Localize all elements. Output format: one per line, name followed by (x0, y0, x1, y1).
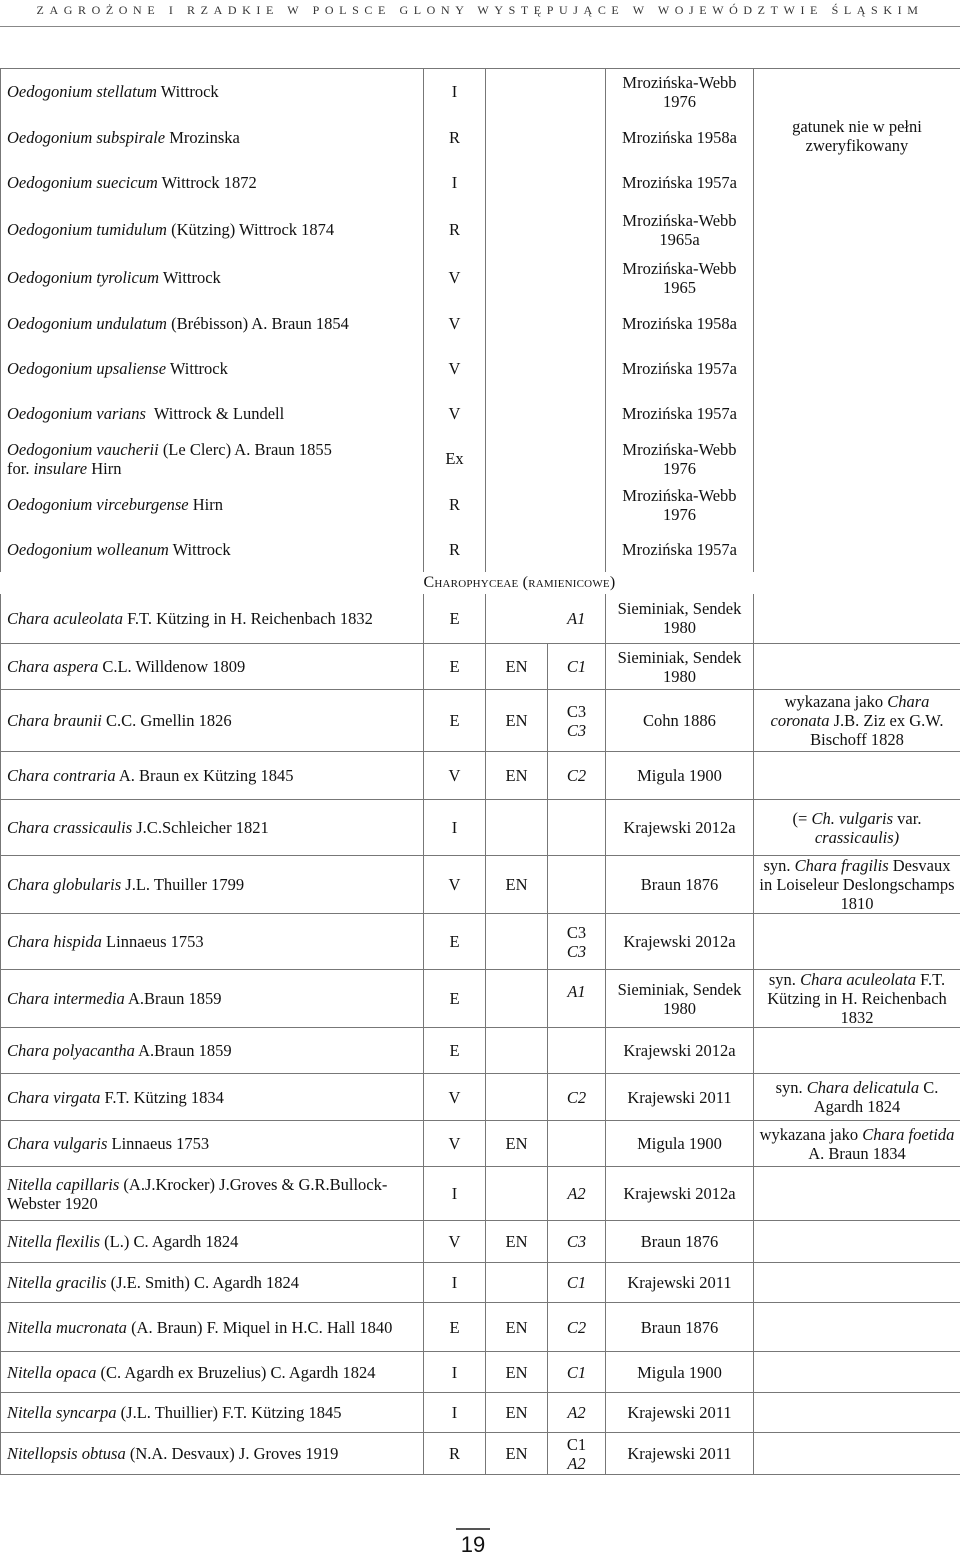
source: Braun 1876 (606, 1303, 754, 1352)
category: R (424, 482, 486, 528)
species-name: Chara braunii (7, 711, 102, 730)
source: Krajewski 2011 (606, 1433, 754, 1475)
category: V (424, 856, 486, 914)
category: V (424, 301, 486, 346)
table-row (1, 1352, 960, 1393)
table-row (1, 644, 960, 690)
page-number: 19 (456, 1528, 490, 1560)
source: Mrozińska-Webb 1965a (606, 205, 754, 255)
species-name: Chara polyacantha (7, 1041, 135, 1060)
criteria: C3 (566, 922, 587, 942)
species-author: (C. Agardh ex Bruzelius) C. Agardh 1824 (96, 1362, 376, 1382)
criteria: A2 (567, 1453, 586, 1473)
table-row (1, 1221, 960, 1263)
category: I (424, 1393, 486, 1433)
species-name: Oedogonium stellatum (7, 82, 157, 102)
category: V (424, 1074, 486, 1121)
species-author: (N.A. Desvaux) J. Groves 1919 (125, 1444, 339, 1463)
species-name: Chara crassicaulis (7, 818, 133, 837)
criteria: C1 (566, 657, 587, 676)
note: syn. Chara fragilis Desvaux in Loiseleur Deslongschamps 1810 (754, 856, 960, 914)
species-author: (Le Clerc) A. Braun 1855 (158, 439, 332, 459)
note: syn. Chara delicatula C. Agardh 1824 (754, 1074, 960, 1121)
criteria: A1 (567, 608, 586, 628)
species-author: C.L. Willdenow 1809 (98, 657, 246, 676)
source: Braun 1876 (606, 856, 754, 914)
source: Krajewski 2012a (606, 1167, 754, 1221)
form-name: insulare (33, 458, 88, 478)
table-row (1, 1167, 960, 1221)
table-row (1, 690, 960, 752)
species-name: Oedogonium subspirale (7, 127, 166, 147)
table-row (1, 528, 960, 572)
table-row (1, 856, 960, 914)
criteria: C3 (566, 720, 587, 740)
source: Migula 1900 (606, 752, 754, 800)
species-author: Wittrock (166, 358, 228, 378)
source: Mrozińska-Webb 1976 (606, 436, 754, 482)
source: Sieminiak, Sendek 1980 (606, 594, 754, 644)
species-author: J.C.Schleicher 1821 (132, 818, 269, 837)
source: Cohn 1886 (606, 690, 754, 752)
category: I (424, 160, 486, 205)
source: Sieminiak, Sendek 1980 (606, 970, 754, 1028)
species-author: (J.E. Smith) C. Agardh 1824 (106, 1273, 299, 1292)
criteria: C3 (566, 1232, 587, 1251)
species-name: Oedogonium undulatum (7, 313, 167, 333)
category: E (424, 970, 486, 1028)
category: I (424, 800, 486, 856)
source: Migula 1900 (606, 1121, 754, 1167)
species-name: Nitella gracilis (7, 1273, 107, 1292)
form-prefix: for. (7, 458, 34, 478)
criteria: C2 (566, 1087, 587, 1107)
source: Krajewski 2012a (606, 914, 754, 970)
source: Krajewski 2011 (606, 1074, 754, 1121)
species-author: Wittrock (168, 540, 231, 559)
species-name: Oedogonium wolleanum (7, 540, 169, 559)
table-row (1, 346, 960, 391)
category: V (424, 752, 486, 800)
source: Mrozińska-Webb 1976 (606, 482, 754, 528)
species-author: A.Braun 1859 (124, 989, 222, 1008)
criteria: A2 (567, 1403, 586, 1422)
species-author: Hirn (188, 495, 223, 514)
species-author: (Kützing) Wittrock 1874 (166, 220, 335, 239)
species-author: Wittrock (159, 268, 221, 287)
table-row (1, 1121, 960, 1167)
status: EN (486, 752, 548, 800)
species-name: Chara hispida (7, 932, 102, 951)
species-name: Nitella opaca (7, 1362, 97, 1382)
species-name: Oedogonium tumidulum (7, 220, 167, 239)
species-author: Wittrock (156, 82, 219, 102)
criteria: C1 (566, 1434, 587, 1454)
note: wykazana jako Chara foetida A. Braun 1834 (754, 1121, 960, 1167)
category: I (424, 69, 486, 115)
species-name: Chara aspera (7, 657, 99, 676)
criteria: C3 (566, 701, 587, 721)
category: R (424, 1433, 486, 1475)
category: E (424, 690, 486, 752)
species-author: F.T. Kützing 1834 (100, 1087, 224, 1107)
criteria: C3 (566, 941, 587, 961)
table-row (1, 1393, 960, 1433)
category: E (424, 1028, 486, 1074)
section-header: Charophyceae (ramienicowe) (423, 574, 616, 591)
species-author: C.C. Gmellin 1826 (101, 711, 232, 730)
species-name: Nitella flexilis (7, 1232, 101, 1251)
table-row (1, 482, 960, 528)
species-author: (Brébisson) A. Braun 1854 (166, 313, 349, 333)
source: Mrozińska 1957a (606, 528, 754, 572)
source: Migula 1900 (606, 1352, 754, 1393)
table-row (1, 301, 960, 346)
note: (= Ch. vulgaris var. crassicaulis) (754, 800, 960, 856)
status: EN (486, 856, 548, 914)
note: wykazana jako Chara coronata J.B. Ziz ex G.W. Bischoff 1828 (754, 690, 960, 752)
species-name: Nitella mucronata (7, 1317, 127, 1337)
table-row (1, 572, 960, 594)
species-name: Nitellopsis obtusa (7, 1444, 126, 1463)
source: Braun 1876 (606, 1221, 754, 1263)
source: Krajewski 2011 (606, 1263, 754, 1303)
form-author: Hirn (87, 458, 122, 478)
criteria: C2 (566, 1317, 587, 1337)
species-name: Nitella syncarpa (7, 1403, 117, 1422)
species-author: A. Braun ex Kützing 1845 (115, 766, 294, 785)
category: I (424, 1263, 486, 1303)
species-author: Wittrock & Lundell (145, 403, 285, 423)
category: Ex (424, 436, 486, 482)
criteria: C2 (566, 766, 587, 785)
category: V (424, 1121, 486, 1167)
source: Mrozińska 1958a (606, 301, 754, 346)
species-name: Chara virgata (7, 1087, 101, 1107)
species-name: Chara intermedia (7, 989, 125, 1008)
table-row (1, 914, 960, 970)
table-row (1, 752, 960, 800)
category: E (424, 1303, 486, 1352)
status: EN (486, 1121, 548, 1167)
species-name: Nitella capillaris (7, 1174, 120, 1194)
species-author: Linnaeus 1753 (101, 932, 204, 951)
table-row (1, 1263, 960, 1303)
status: EN (486, 1393, 548, 1433)
status: EN (486, 690, 548, 752)
table-row (1, 594, 960, 644)
species-author: (J.L. Thuillier) F.T. Kützing 1845 (116, 1403, 342, 1422)
source: Krajewski 2012a (606, 800, 754, 856)
table-row (1, 255, 960, 301)
species-author: (L.) C. Agardh 1824 (100, 1232, 239, 1251)
table-row (1, 391, 960, 436)
species-name: Oedogonium vaucherii (7, 439, 159, 459)
table-row (1, 436, 960, 482)
species-name: Oedogonium upsaliense (7, 358, 167, 378)
species-name: Chara globularis (7, 875, 122, 894)
header-rule (0, 26, 960, 27)
table-row (1, 205, 960, 255)
source: Krajewski 2011 (606, 1393, 754, 1433)
note: gatunek nie w pełni zweryfikowany (754, 69, 960, 205)
source: Mrozińska 1957a (606, 160, 754, 205)
category: I (424, 1167, 486, 1221)
table-row (1, 69, 960, 115)
status: EN (486, 644, 548, 690)
category: V (424, 346, 486, 391)
criteria: C1 (566, 1362, 587, 1382)
category: V (424, 255, 486, 301)
species-name: Oedogonium suecicum (7, 172, 158, 192)
table-row (1, 1074, 960, 1121)
status: EN (486, 1303, 548, 1352)
category: R (424, 205, 486, 255)
table-row (1, 800, 960, 856)
criteria: C1 (566, 1273, 587, 1292)
criteria: A1 (567, 982, 586, 1001)
category: R (424, 528, 486, 572)
species-name: Oedogonium virceburgense (7, 495, 189, 514)
status: EN (486, 1221, 548, 1263)
species-author: Mrozinska (165, 127, 240, 147)
table-row (1, 1303, 960, 1352)
species-name: Chara contraria (7, 766, 116, 785)
species-name: Chara aculeolata (7, 608, 123, 628)
source: Mrozińska-Webb 1976 (606, 69, 754, 115)
category: E (424, 594, 486, 644)
species-table (0, 68, 960, 1475)
running-header: ZAGROŻONE I RZADKIE W POLSCE GLONY WYSTĘPUJĄCE W WOJEWÓDZTWIE ŚLĄSKIM (36, 3, 924, 17)
status: EN (486, 1352, 548, 1393)
table-row (1, 1028, 960, 1074)
source: Mrozińska 1958a (606, 115, 754, 160)
table-row (1, 970, 960, 1028)
species-author: A.Braun 1859 (134, 1041, 232, 1060)
category: V (424, 1221, 486, 1263)
source: Sieminiak, Sendek 1980 (606, 644, 754, 690)
category: I (424, 1352, 486, 1393)
species-name: Chara vulgaris (7, 1134, 108, 1153)
category: E (424, 914, 486, 970)
source: Mrozińska 1957a (606, 346, 754, 391)
species-name: Oedogonium varians (7, 403, 146, 423)
source: Krajewski 2012a (606, 1028, 754, 1074)
table-row (1, 1433, 960, 1475)
species-author: J.L. Thuiller 1799 (121, 875, 245, 894)
species-author: (A. Braun) F. Miquel in H.C. Hall 1840 (126, 1317, 393, 1337)
category: V (424, 391, 486, 436)
species-name: Oedogonium tyrolicum (7, 268, 159, 287)
note: syn. Chara aculeolata F.T. Kützing in H. Reichenbach 1832 (754, 970, 960, 1028)
criteria: A2 (567, 1184, 586, 1203)
species-author: Linnaeus 1753 (107, 1134, 210, 1153)
species-author: F.T. Kützing in H. Reichenbach 1832 (122, 608, 373, 628)
source: Mrozińska-Webb 1965 (606, 255, 754, 301)
source: Mrozińska 1957a (606, 391, 754, 436)
species-author: Wittrock 1872 (157, 172, 257, 192)
category: E (424, 644, 486, 690)
category: R (424, 115, 486, 160)
species-author: (A.J.Krocker) J.Groves & G.R.Bullock-Webster 1920 (7, 1174, 388, 1213)
status: EN (486, 1433, 548, 1475)
